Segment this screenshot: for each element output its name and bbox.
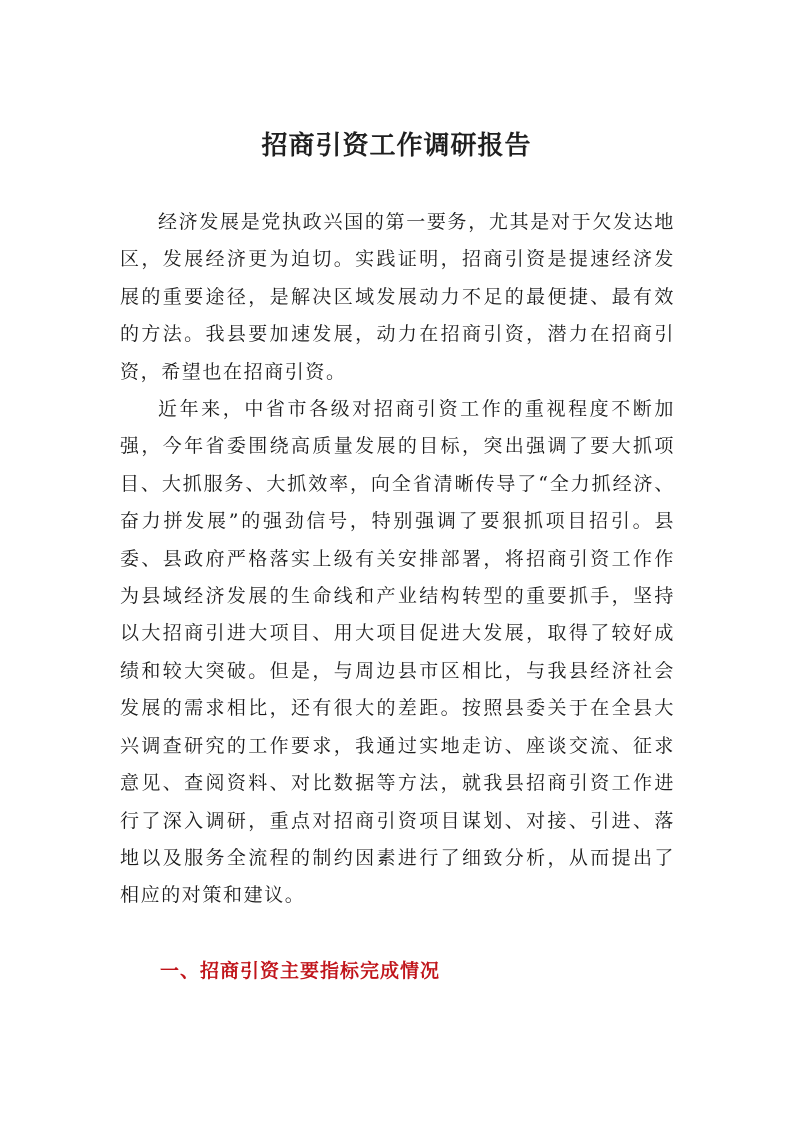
paragraph-intro: 经济发展是党执政兴国的第一要务，尤其是对于欠发达地区，发展经济更为迫切。实践证明，招商引资是提速经济发展的重要途径，是解决区域发展动力不足的最便捷、最有效的方法。我县要加速发展，动力在招商引资，潜力在招商引资，希望也在招商引资。 [120, 211, 675, 383]
document-body [120, 204, 675, 915]
document-title: 招商引资工作调研报告 [261, 131, 532, 161]
section-heading: 一、招商引资主要指标完成情况 [160, 960, 441, 982]
paragraph-background: 近年来，中省市各级对招商引资工作的重视程度不断加强，今年省委围绕高质量发展的目标，突出强调了要大抓项目、大抓服务、大抓效率，向全省清晰传导了“全力抓经济、奋力拼发展”的强劲信号，特别强调了要狠抓项目招引。县委、县政府严格落实上级有关安排部署，将招商引资工作作为县域经济发展的生命线和产业结构转型的重要抓手，坚持以大招商引进大项目、用大项目促进大发展，取得了较好成绩和较大突破。但是，与周边县市区相比，与我县经济社会发展的需求相比，还有很大的差距。按照县委关于在全县大兴调查研究的工作要求，我通过实地走访、座谈交流、征求意见、查阅资料、对比数据等方法，就我县招商引资工作进行了深入调研，重点对招商引资项目谋划、对接、引进、落地以及服务全流程的制约因素进行了细致分析，从而提出了相应的对策和建议。 [120, 398, 675, 907]
